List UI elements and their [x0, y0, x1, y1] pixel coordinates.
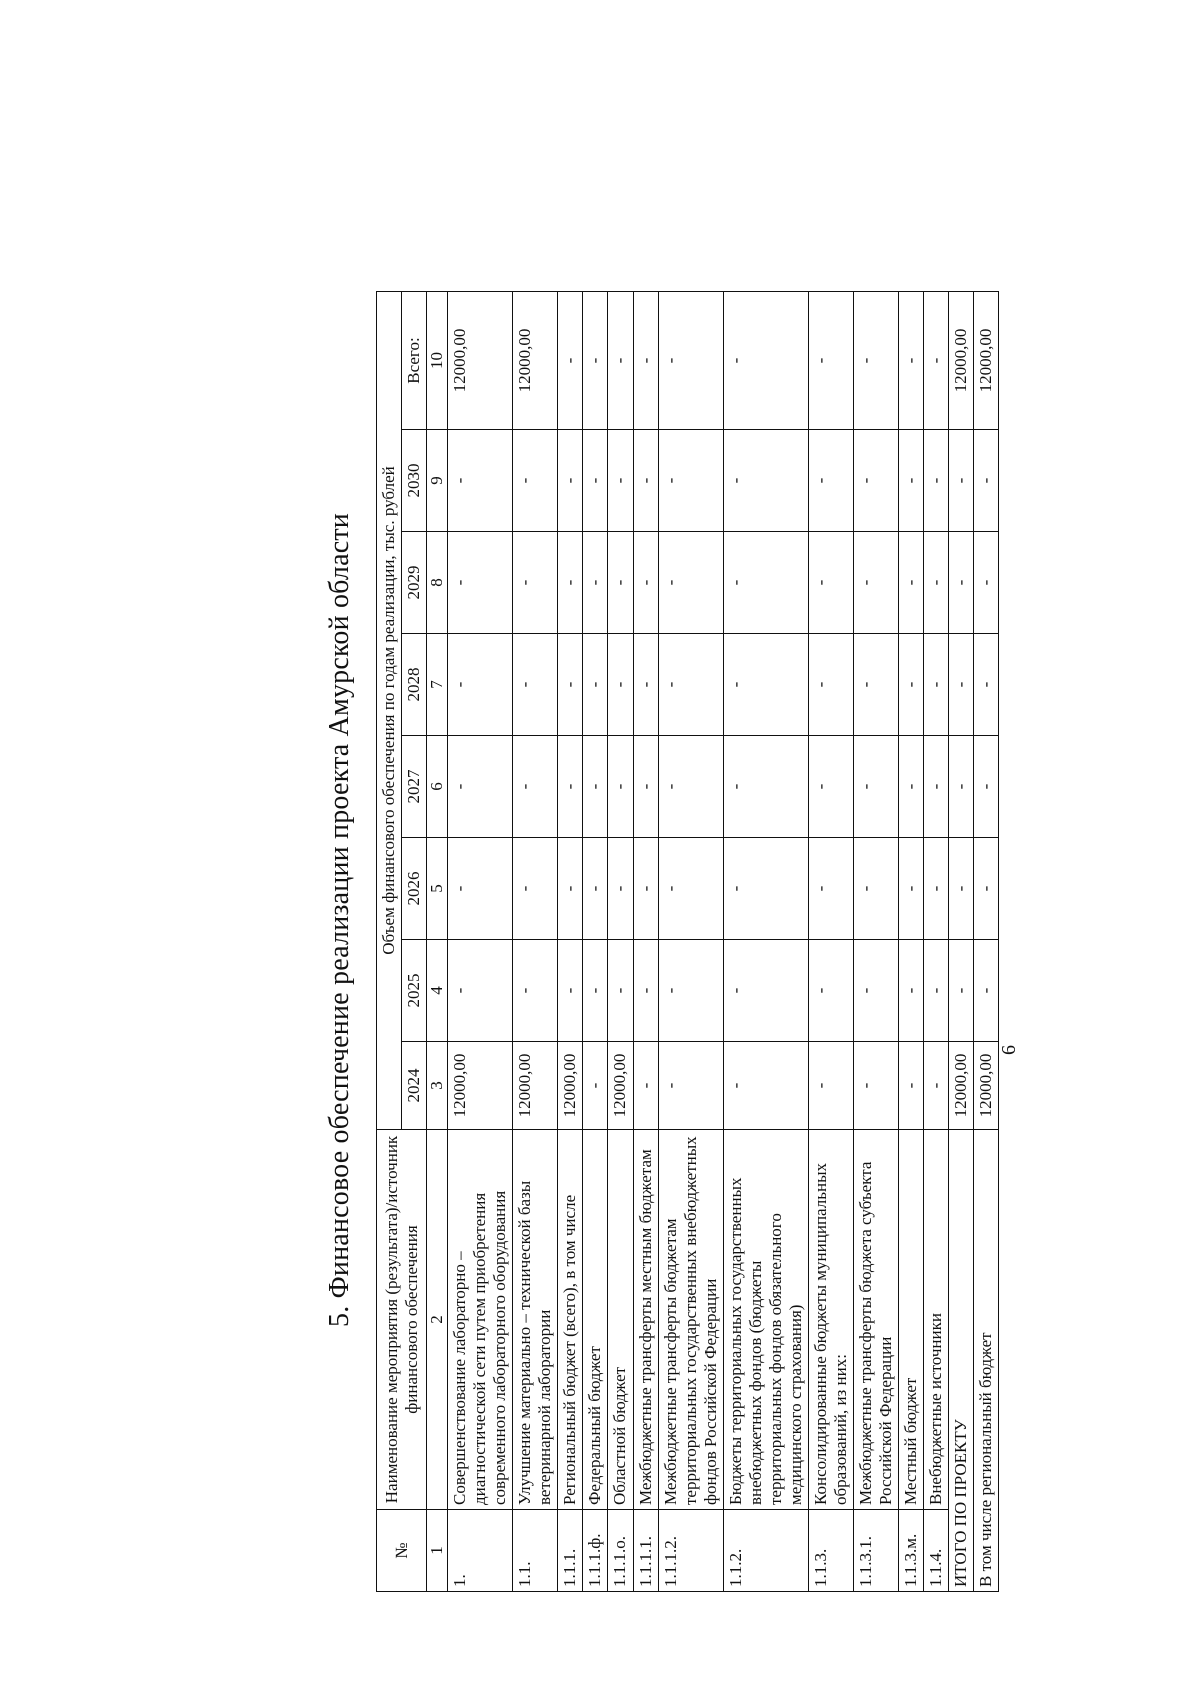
row-total-cell: - [924, 292, 949, 430]
row-value-cell: - [583, 1042, 608, 1130]
document-title: 5. Финансовое обеспечение реализации проекта Амурской области [324, 513, 355, 1327]
row-value-cell: - [853, 634, 898, 736]
table-row [448, 292, 513, 1592]
header-year-cell: 2028 [402, 634, 427, 736]
row-value-cell: - [448, 736, 513, 838]
totals-value-cell: - [949, 532, 974, 634]
table-row [808, 292, 853, 1592]
row-value-cell: - [513, 430, 558, 532]
column-number-cell: 7 [427, 634, 448, 736]
row-value-cell: - [633, 634, 658, 736]
column-number-cell: 2 [427, 1130, 448, 1510]
row-number-cell: 1. [448, 1510, 513, 1592]
row-name-cell: Областной бюджет [608, 1130, 633, 1510]
row-value-cell: - [448, 532, 513, 634]
row-value-cell: - [658, 940, 723, 1042]
table-row [633, 292, 658, 1592]
totals-value-cell: - [949, 940, 974, 1042]
row-number-cell: 1.1.1.1. [633, 1510, 658, 1592]
page-number: 6 [998, 1045, 1020, 1055]
row-value-cell: - [608, 838, 633, 940]
row-value-cell: - [808, 736, 853, 838]
row-value-cell: - [633, 1042, 658, 1130]
table-row [583, 292, 608, 1592]
totals-label-cell: В том числе региональный бюджет [974, 1130, 999, 1592]
row-value-cell: - [723, 1042, 808, 1130]
row-total-cell: - [558, 292, 583, 430]
row-value-cell: - [853, 1042, 898, 1130]
row-value-cell: - [513, 634, 558, 736]
header-volume: Объем финансового обеспечения по годам реализации, тыс. рублей [377, 292, 402, 1130]
header-name: Наименование мероприятия (результата)/источник финансового обеспечения [377, 1130, 427, 1510]
financing-table [376, 291, 999, 1592]
row-value-cell: - [448, 634, 513, 736]
row-value-cell: - [723, 634, 808, 736]
totals-value-cell: - [974, 430, 999, 532]
row-value-cell: - [808, 838, 853, 940]
row-value-cell: - [633, 838, 658, 940]
row-value-cell: - [633, 430, 658, 532]
table-row [924, 292, 949, 1592]
row-value-cell: - [658, 838, 723, 940]
table-row [513, 292, 558, 1592]
column-number-cell: 6 [427, 736, 448, 838]
column-number-row [427, 292, 448, 1592]
row-value-cell: - [658, 532, 723, 634]
totals-total-cell: 12000,00 [949, 292, 974, 430]
row-value-cell: - [808, 1042, 853, 1130]
row-value-cell: - [658, 430, 723, 532]
row-total-cell: 12000,00 [448, 292, 513, 430]
row-number-cell: 1.1.2. [723, 1510, 808, 1592]
row-number-cell: 1.1.1.о. [608, 1510, 633, 1592]
totals-value-cell: - [949, 838, 974, 940]
totals-row [974, 292, 999, 1592]
table-row [899, 292, 924, 1592]
table-row [723, 292, 808, 1592]
row-value-cell: - [513, 838, 558, 940]
totals-value-cell: - [949, 430, 974, 532]
row-value-cell: - [899, 940, 924, 1042]
row-value-cell: - [608, 634, 633, 736]
row-number-cell: 1.1.1.ф. [583, 1510, 608, 1592]
row-value-cell: - [899, 736, 924, 838]
row-value-cell: - [899, 532, 924, 634]
column-number-cell: 4 [427, 940, 448, 1042]
row-value-cell: - [808, 634, 853, 736]
row-total-cell: 12000,00 [513, 292, 558, 430]
row-value-cell: - [853, 532, 898, 634]
row-value-cell: - [558, 736, 583, 838]
column-number-cell: 8 [427, 532, 448, 634]
row-value-cell: - [448, 940, 513, 1042]
column-number-cell: 3 [427, 1042, 448, 1130]
row-name-cell: Бюджеты территориальных государственных внебюджетных фондов (бюджеты территориальных фондов обязательного медицинского страхования) [723, 1130, 808, 1510]
row-total-cell: - [633, 292, 658, 430]
row-value-cell: - [558, 940, 583, 1042]
row-value-cell: - [808, 430, 853, 532]
totals-value-cell: - [974, 940, 999, 1042]
row-name-cell: Межбюджетные трансферты местным бюджетам [633, 1130, 658, 1510]
row-value-cell: - [723, 532, 808, 634]
row-value-cell: 12000,00 [448, 1042, 513, 1130]
row-value-cell: - [513, 532, 558, 634]
row-value-cell: - [633, 532, 658, 634]
header-year-cell: 2027 [402, 736, 427, 838]
totals-value-cell: - [974, 532, 999, 634]
row-value-cell: - [608, 940, 633, 1042]
column-number-cell: 5 [427, 838, 448, 940]
row-value-cell: - [558, 634, 583, 736]
row-value-cell: - [658, 634, 723, 736]
totals-total-cell: 12000,00 [974, 292, 999, 430]
row-value-cell: - [558, 430, 583, 532]
row-total-cell: - [583, 292, 608, 430]
row-total-cell: - [608, 292, 633, 430]
totals-value-cell: - [974, 634, 999, 736]
row-name-cell: Местный бюджет [899, 1130, 924, 1510]
row-value-cell: - [723, 838, 808, 940]
row-name-cell: Совершенствование лабораторно – диагностической сети путем приобретения современного лабораторного оборудования [448, 1130, 513, 1510]
header-year-cell: 2029 [402, 532, 427, 634]
table-row [558, 292, 583, 1592]
row-number-cell: 1.1.3.м. [899, 1510, 924, 1592]
row-value-cell: 12000,00 [513, 1042, 558, 1130]
row-value-cell: - [513, 940, 558, 1042]
row-name-cell: Консолидированные бюджеты муниципальных образований, из них: [808, 1130, 853, 1510]
row-value-cell: - [513, 736, 558, 838]
row-value-cell: - [924, 1042, 949, 1130]
table-row [658, 292, 723, 1592]
row-value-cell: - [853, 838, 898, 940]
totals-value-cell: - [974, 736, 999, 838]
row-value-cell: - [924, 838, 949, 940]
row-name-cell: Межбюджетные трансферты бюджета субъекта Российской Федерации [853, 1130, 898, 1510]
row-value-cell: - [808, 532, 853, 634]
totals-value-cell: 12000,00 [974, 1042, 999, 1130]
row-value-cell: - [899, 634, 924, 736]
row-value-cell: - [583, 736, 608, 838]
row-value-cell: - [924, 736, 949, 838]
column-number-cell: 1 [427, 1510, 448, 1592]
row-name-cell: Региональный бюджет (всего), в том числе [558, 1130, 583, 1510]
rotated-landscape-page [318, 180, 1098, 1660]
row-value-cell: - [558, 838, 583, 940]
totals-value-cell: - [974, 838, 999, 940]
row-value-cell: - [853, 736, 898, 838]
header-total-cell: Всего: [402, 292, 427, 430]
table-row [608, 292, 633, 1592]
row-number-cell: 1.1.3. [808, 1510, 853, 1592]
row-value-cell: - [924, 940, 949, 1042]
row-name-cell: Межбюджетные трансферты бюджетам территориальных государственных внебюджетных фондов Российской Федерации [658, 1130, 723, 1510]
table-header [377, 292, 448, 1592]
header-year-cell: 2026 [402, 838, 427, 940]
totals-row [949, 292, 974, 1592]
header-year-cell: 2030 [402, 430, 427, 532]
row-number-cell: 1.1.4. [924, 1510, 949, 1592]
row-value-cell: - [853, 430, 898, 532]
row-value-cell: - [808, 940, 853, 1042]
row-name-cell: Внебюджетные источники [924, 1130, 949, 1510]
row-value-cell: - [658, 1042, 723, 1130]
row-value-cell: - [608, 736, 633, 838]
row-value-cell: - [583, 532, 608, 634]
row-value-cell: - [899, 430, 924, 532]
column-number-cell: 10 [427, 292, 448, 430]
row-total-cell: - [723, 292, 808, 430]
row-value-cell: - [658, 736, 723, 838]
row-value-cell: - [723, 736, 808, 838]
row-value-cell: - [899, 838, 924, 940]
table-row [853, 292, 898, 1592]
row-value-cell: - [924, 532, 949, 634]
totals-value-cell: 12000,00 [949, 1042, 974, 1130]
row-total-cell: - [899, 292, 924, 430]
totals-value-cell: - [949, 736, 974, 838]
row-value-cell: 12000,00 [558, 1042, 583, 1130]
row-value-cell: - [723, 940, 808, 1042]
totals-label-cell: ИТОГО ПО ПРОЕКТУ [949, 1130, 974, 1592]
row-value-cell: - [448, 838, 513, 940]
row-total-cell: - [658, 292, 723, 430]
row-value-cell: - [723, 430, 808, 532]
row-value-cell: - [558, 532, 583, 634]
row-total-cell: - [853, 292, 898, 430]
row-value-cell: - [633, 736, 658, 838]
row-value-cell: - [853, 940, 898, 1042]
row-value-cell: - [608, 430, 633, 532]
row-value-cell: - [608, 532, 633, 634]
row-value-cell: - [448, 430, 513, 532]
row-number-cell: 1.1.1. [558, 1510, 583, 1592]
header-year-cell: 2024 [402, 1042, 427, 1130]
header-year-cell: 2025 [402, 940, 427, 1042]
row-value-cell: - [924, 430, 949, 532]
table-body [448, 292, 999, 1592]
row-total-cell: - [808, 292, 853, 430]
row-number-cell: 1.1.1.2. [658, 1510, 723, 1592]
row-name-cell: Федеральный бюджет [583, 1130, 608, 1510]
totals-value-cell: - [949, 634, 974, 736]
row-value-cell: - [583, 430, 608, 532]
row-number-cell: 1.1.3.1. [853, 1510, 898, 1592]
row-value-cell: - [633, 940, 658, 1042]
row-value-cell: - [924, 634, 949, 736]
row-number-cell: 1.1. [513, 1510, 558, 1592]
column-number-cell: 9 [427, 430, 448, 532]
header-num: № [377, 1510, 427, 1592]
row-value-cell: - [899, 1042, 924, 1130]
row-value-cell: - [583, 838, 608, 940]
row-value-cell: 12000,00 [608, 1042, 633, 1130]
row-name-cell: Улучшение материально – технической базы ветеринарной лаборатории [513, 1130, 558, 1510]
row-value-cell: - [583, 634, 608, 736]
row-value-cell: - [583, 940, 608, 1042]
